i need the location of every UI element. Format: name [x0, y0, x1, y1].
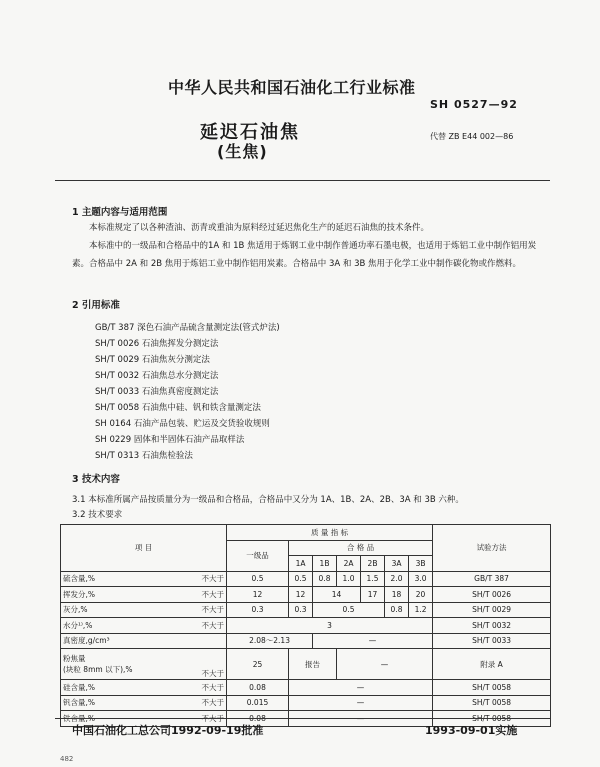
grade-label: 3B: [409, 556, 433, 572]
reference-item: SH/T 0026 石油焦挥发分测定法: [95, 339, 219, 349]
cell: —: [313, 633, 433, 649]
grade-label: 1A: [289, 556, 313, 572]
row-name: 硅含量,%: [61, 680, 181, 696]
table-row: [61, 618, 551, 634]
cell: 20: [409, 587, 433, 603]
reference-item: SH 0229 固体和半固体石油产品取样法: [95, 435, 245, 445]
row-name: 硫含量,%: [61, 571, 181, 587]
reference-item: SH/T 0033 石油焦真密度测定法: [95, 387, 219, 397]
reference-item: GB/T 387 深色石油产品硫含量测定法(管式炉法): [95, 323, 280, 333]
header-test-method: 试验方法: [433, 525, 551, 572]
clause-3-1: 3.1 本标准所属产品按质量分为一级品和合格品，合格品中又分为 1A、1B、2A、2B、3A 和 3B 六种。: [72, 495, 464, 505]
section-1-paragraph-2: 本标准中的一级品和合格品中的1A 和 1B 焦适用于炼钢工业中制作普通功率石墨电极，也适用于炼铝工业中制作铝用炭素。合格品中 2A 和 2B 焦用于炼铝工业中制作铝用炭素。合格品中 3A 和 3B 焦用于化学工业中制作碳化物或作燃料。: [72, 241, 537, 269]
grade-label: 2A: [337, 556, 361, 572]
method-cell: SH/T 0026: [433, 587, 551, 603]
cell: 2.0: [385, 571, 409, 587]
row-name: 灰分,%: [61, 602, 181, 618]
table-row: [61, 571, 551, 587]
cell: 0.8: [313, 571, 337, 587]
method-cell: 附录 A: [433, 649, 551, 680]
table-row: [61, 633, 551, 649]
table-row: [61, 680, 551, 696]
cell: 1.5: [361, 571, 385, 587]
cell: 14: [313, 587, 361, 603]
row-limit: 不大于: [181, 649, 227, 680]
cell: 0.015: [227, 695, 289, 711]
method-cell: SH/T 0029: [433, 602, 551, 618]
header-qualified: 合 格 品: [289, 540, 433, 556]
row-name: 铁含量,%: [61, 711, 181, 727]
cell: 1.2: [409, 602, 433, 618]
row-name-line: (块粒 8mm 以下),%: [63, 665, 133, 674]
replaces-standard: 代替 ZB E44 002—86: [430, 132, 514, 141]
cell: 18: [385, 587, 409, 603]
cell: 25: [227, 649, 289, 680]
document-subtitle: (生焦): [217, 142, 268, 161]
standard-organization: 中华人民共和国石油化工行业标准: [168, 78, 416, 97]
reference-item: SH/T 0313 石油焦检验法: [95, 451, 193, 461]
cell: 0.5: [289, 571, 313, 587]
row-limit: 不大于: [181, 602, 227, 618]
method-cell: GB/T 387: [433, 571, 551, 587]
header-first-grade: 一级品: [227, 540, 289, 571]
footer-divider: [55, 718, 550, 719]
table-row: [61, 649, 551, 680]
cell: —: [289, 695, 433, 711]
grade-label: 2B: [361, 556, 385, 572]
section-1-title: 1 主题内容与适用范围: [72, 207, 168, 218]
cell: 12: [289, 587, 313, 603]
reference-item: SH/T 0058 石油焦中硅、钒和铁含量测定法: [95, 403, 261, 413]
approval-line: 中国石油化工总公司1992-09-19批准: [72, 724, 264, 737]
page-number: 482: [60, 755, 74, 763]
method-cell: SH/T 0033: [433, 633, 551, 649]
row-limit: 不大于: [181, 695, 227, 711]
cell: 1.0: [337, 571, 361, 587]
cell: —: [289, 711, 433, 727]
method-cell: SH/T 0058: [433, 711, 551, 727]
table-row: [61, 587, 551, 603]
row-limit: 不大于: [181, 618, 227, 634]
grade-label: 1B: [313, 556, 337, 572]
section-3-title: 3 技术内容: [72, 474, 120, 485]
effective-line: 1993-09-01实施: [425, 724, 518, 737]
row-name: 水分¹⁾,%: [61, 618, 181, 634]
reference-item: SH/T 0032 石油焦总水分测定法: [95, 371, 219, 381]
cell: 0.5: [227, 571, 289, 587]
cell: 0.8: [385, 602, 409, 618]
clause-3-2: 3.2 技术要求: [72, 510, 123, 520]
section-1-body: [72, 219, 552, 273]
table-row: [61, 602, 551, 618]
section-1-paragraph-1: 本标准规定了以各种渣油、沥青或重油为原料经过延迟焦化生产的延迟石油焦的技术条件。: [89, 223, 430, 233]
table-row: [61, 695, 551, 711]
cell: 3: [227, 618, 433, 634]
header-divider: [55, 180, 550, 181]
row-name-line: 粉焦量: [63, 654, 86, 663]
row-name: 钒含量,%: [61, 695, 181, 711]
cell: 2.08～2.13: [227, 633, 313, 649]
technical-requirements-table: [60, 524, 551, 727]
method-cell: SH/T 0058: [433, 695, 551, 711]
row-name: 真密度,g/cm³: [61, 633, 227, 649]
row-name: [61, 649, 181, 680]
method-cell: SH/T 0032: [433, 618, 551, 634]
reference-item: SH 0164 石油产品包装、贮运及交货验收规则: [95, 419, 270, 429]
method-cell: SH/T 0058: [433, 680, 551, 696]
grade-label: 3A: [385, 556, 409, 572]
cell: 12: [227, 587, 289, 603]
cell: 0.08: [227, 711, 289, 727]
cell: —: [337, 649, 433, 680]
header-item: 项 目: [61, 525, 227, 572]
cell: 报告: [289, 649, 337, 680]
cell: —: [289, 680, 433, 696]
row-limit: 不大于: [181, 571, 227, 587]
document-title: 延迟石油焦: [200, 122, 300, 143]
cell: 0.3: [289, 602, 313, 618]
row-limit: 不大于: [181, 680, 227, 696]
row-limit: 不大于: [181, 711, 227, 727]
cell: 0.08: [227, 680, 289, 696]
section-2-title: 2 引用标准: [72, 300, 120, 311]
cell: 3.0: [409, 571, 433, 587]
table-header-row: [61, 525, 551, 541]
reference-item: SH/T 0029 石油焦灰分测定法: [95, 355, 210, 365]
row-limit: 不大于: [181, 587, 227, 603]
cell: 0.5: [313, 602, 385, 618]
header-quality-index: 质 量 指 标: [227, 525, 433, 541]
row-name: 挥发分,%: [61, 587, 181, 603]
standard-code: SH 0527—92: [430, 98, 518, 111]
cell: 17: [361, 587, 385, 603]
cell: 0.3: [227, 602, 289, 618]
